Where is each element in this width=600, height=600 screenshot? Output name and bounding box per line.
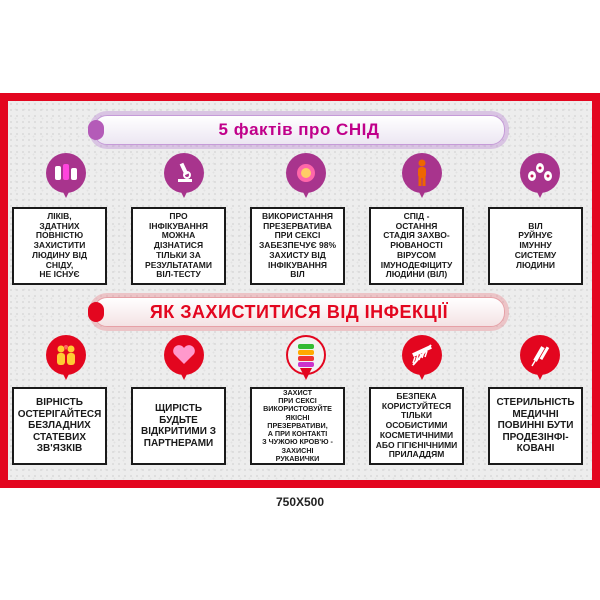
fact-box-1 <box>12 207 107 285</box>
size-caption: 750X500 <box>275 495 325 509</box>
protection-box-5 <box>488 387 583 465</box>
protection-text-3: ЗАХИСТ ПРИ СЕКСІ ВИКОРИСТОВУЙТЕ ЯКІСНІ ПРЕЗЕРВАТИВИ, А ПРИ КОНТАКТІ З ЧУЖОЮ КРОВ'Ю - ЗАХИСНІ РУКАВИЧКИ <box>262 387 333 463</box>
pills-icon <box>46 153 86 199</box>
protection-box-3 <box>250 387 345 465</box>
condoms-stack-icon <box>286 335 326 381</box>
couple-icon <box>46 335 86 381</box>
virus-cells-icon <box>520 153 560 199</box>
banner-left-accent <box>88 302 104 322</box>
fact-text-4: СПІД - ОСТАННЯ СТАДІЯ ЗАХВО- РЮВАНОСТІ ВІРУСОМ ІМУНОДЕФІЦИТУ ЛЮДИНИ (ВІЛ) <box>380 210 453 280</box>
protection-title-banner <box>93 297 505 327</box>
fact-text-1: ЛІКІВ, ЗДАТНИХ ПОВНІСТЮ ЗАХИСТИТИ ЛЮДИНУ ВІД СНІДУ, НЕ ІСНУЄ <box>31 210 88 280</box>
facts-title-banner <box>93 115 505 145</box>
facts-title: 5 фактів про СНІД <box>218 120 380 139</box>
protection-text-2: ЩИРІСТЬ БУДЬТЕ ВІДКРИТИМИ З ПАРТНЕРАМИ <box>141 403 216 449</box>
microscope-icon <box>164 153 204 199</box>
condom-icon <box>286 153 326 199</box>
fact-text-2: ПРО ІНФІКУВАННЯ МОЖНА ДІЗНАТИСЯ ТІЛЬКИ ЗА РЕЗУЛЬТАТАМИ ВІЛ-ТЕСТУ <box>145 210 212 280</box>
fact-box-2 <box>131 207 226 285</box>
protection-title: ЯК ЗАХИСТИТИСЯ ВІД ІНФЕКЦІЇ <box>149 301 449 322</box>
protection-text-1: ВІРНІСТЬ ОСТЕРІГАЙТЕСЯ БЕЗЛАДНИХ СТАТЕВИХ ЗВ'ЯЗКІВ <box>17 397 102 455</box>
protection-text-5: СТЕРИЛЬНІСТЬ МЕДИЧНІ ПОВИННІ БУТИ ПРОДЕЗІНФІ- КОВАНІ <box>496 397 575 455</box>
syringe-icon <box>520 335 560 381</box>
hearts-icon <box>164 335 204 381</box>
fact-box-4 <box>369 207 464 285</box>
fact-box-3 <box>250 207 345 285</box>
fact-text-5: ВІЛ РУЙНУЄ ІМУННУ СИСТЕМУ ЛЮДИНИ <box>514 220 557 270</box>
human-body-icon <box>402 153 442 199</box>
protection-box-1 <box>12 387 107 465</box>
poster <box>0 93 600 488</box>
fact-text-3: ВИКОРИСТАННЯ ПРЕЗЕРВАТИВА ПРИ СЕКСІ ЗАБЕЗПЕЧУЄ 98% ЗАХИСТУ ВІД ІНФІКУВАННЯ ВІЛ <box>258 210 337 280</box>
fact-box-5 <box>488 207 583 285</box>
banner-left-accent <box>88 120 104 140</box>
comb-icon <box>402 335 442 381</box>
protection-box-4 <box>369 387 464 465</box>
poster-background <box>8 101 592 480</box>
protection-box-2 <box>131 387 226 465</box>
protection-text-4: БЕЗПЕКА КОРИСТУЙТЕСЯ ТІЛЬКИ ОСОБИСТИМИ КОСМЕТИЧНИМИ АБО ГІГІЄНІЧНИМИ ПРИЛАДДЯМ <box>375 390 458 460</box>
